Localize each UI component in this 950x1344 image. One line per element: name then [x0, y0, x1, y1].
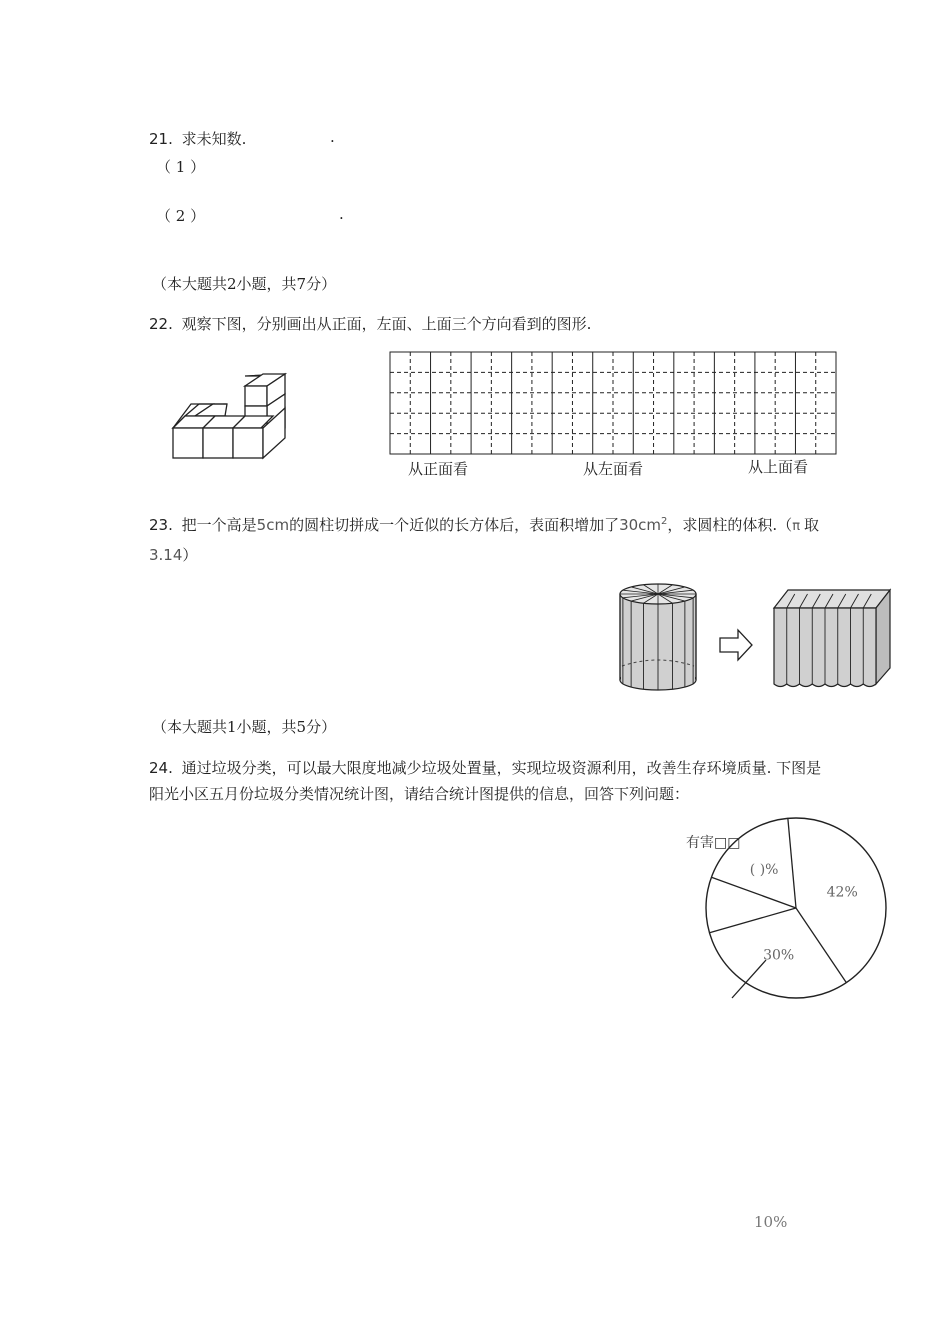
label-top-view: 从上面看: [748, 458, 809, 476]
pie-label-hazardous: 有害□□: [686, 835, 741, 851]
transform-arrow-icon: [720, 630, 752, 660]
pie-chart: [670, 810, 910, 1010]
q23-height: 5cm: [256, 516, 290, 534]
q21-sub2: （ 2 ）: [156, 207, 206, 225]
q23-line2: [149, 544, 197, 565]
q21-sub2-end: .: [339, 205, 344, 223]
section-note-2: （本大题共1小题，共5分）: [152, 718, 337, 736]
drawing-grid: [389, 351, 837, 455]
label-front-view: 从正面看: [408, 460, 469, 478]
q21-header: [149, 128, 246, 149]
q21-title-end: .: [330, 128, 335, 146]
q23-pi-value: 3.14: [149, 546, 183, 564]
cuboid-drawing: [774, 590, 890, 687]
q21-title: 求未知数.: [181, 130, 247, 148]
pie-slice-label: 42%: [826, 884, 858, 901]
cylinder-cuboid-figure: [612, 580, 897, 695]
pie-value-10: 10%: [754, 1213, 788, 1231]
label-left-view: 从左面看: [583, 460, 644, 478]
q21-sub1: （ 1 ）: [156, 158, 206, 176]
q24-number: 24.: [149, 759, 173, 777]
q21-number: 21.: [149, 130, 173, 148]
q23-area-sup: 2: [661, 516, 668, 527]
q23-text-b: 的圆柱切拼成一个近似的长方体后，表面积增加了: [289, 516, 620, 534]
q24-text-line1: 通过垃圾分类，可以最大限度地减少垃圾处置量，实现垃圾资源利用，改善生存环境质量. 下图是: [181, 759, 822, 777]
q23-area-value: 30cm: [619, 516, 662, 534]
q23-text-e: ）: [182, 546, 198, 564]
cube-upper-front: [245, 386, 267, 406]
cylinder-drawing: [620, 584, 696, 690]
q22-text: 观察下图，分别画出从正面，左面、上面三个方向看到的图形.: [181, 315, 592, 333]
pie-slice-label: ( )%: [749, 861, 779, 878]
q23-pi: π: [792, 519, 801, 534]
q23-number: 23.: [149, 516, 173, 534]
pie-slice-label: 30%: [763, 947, 795, 964]
q23-area: [619, 516, 667, 534]
q23-text-c: ，求圆柱的体积.（: [667, 516, 793, 534]
q22-number: 22.: [149, 315, 173, 333]
q23-line1: [149, 514, 819, 535]
q24-text-line2: 阳光小区五月份垃圾分类情况统计图，请结合统计图提供的信息，回答下列问题：: [149, 785, 690, 803]
q23-text-d: 取: [804, 516, 820, 534]
cube-figure: [165, 368, 295, 463]
section-note-1: （本大题共2小题，共7分）: [152, 275, 337, 293]
q22-header: [149, 313, 591, 334]
q23-text-a: 把一个高是: [181, 516, 257, 534]
q24-line1: [149, 757, 821, 778]
